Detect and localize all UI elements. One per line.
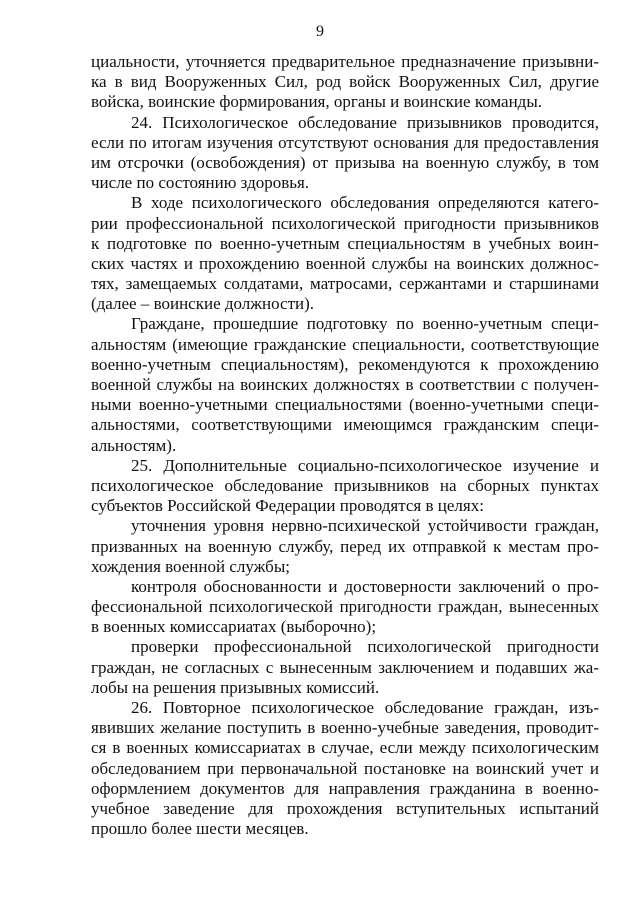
text-line: альностям). — [91, 435, 177, 455]
text-line: тях, замещаемых солдатами, матросами, сержантами и старшинами — [91, 274, 599, 294]
text-line: призванных на военную службу, перед их отправкой к местам про- — [91, 536, 599, 556]
text-line: альностям (имеющие гражданские специальности, соответствующие — [91, 334, 599, 354]
text-line: ских частях и прохождению военной службы на воинских должнос- — [91, 253, 599, 273]
text-line: субъектов Российской Федерации проводятся в целях: — [91, 496, 484, 516]
text-line: войска, воинские формирования, органы и воинские команды. — [91, 92, 542, 112]
text-line: психологическое обследование призывников на сборных пунктах — [91, 475, 599, 495]
text-line: если по итогам изучения отсутствуют основания для предоставления — [91, 132, 599, 152]
text-line: числе по состоянию здоровья. — [91, 173, 310, 193]
text-line: уточнения уровня нервно-психической устойчивости граждан, — [131, 516, 599, 536]
text-line: Граждане, прошедшие подготовку по военно-учетным специ- — [131, 314, 599, 334]
text-line: альностями, соответствующими имеющимся гражданским специ- — [91, 415, 599, 435]
text-line: ка в вид Вооруженных Сил, род войск Вооруженных Сил, другие — [91, 72, 599, 92]
text-line: 25. Дополнительные социально-психологическое изучение и — [131, 455, 599, 475]
text-line: оформлением документов для направления гражданина в военно- — [91, 778, 599, 798]
text-line: граждан, не согласных с вынесенным заключением и подавших жа- — [91, 657, 599, 677]
text-line: 26. Повторное психологическое обследование граждан, изъ- — [131, 698, 599, 717]
text-line: хождения военной службы; — [91, 556, 290, 576]
text-line: военной службы на воинских должностях в соответствии с получен- — [91, 375, 599, 394]
text-line: лобы на решения призывных комиссий. — [91, 677, 380, 697]
text-line: рии профессиональной психологической пригодности призывников — [91, 213, 599, 233]
text-line: ными военно-учетными специальностями (военно-учетными специ- — [91, 395, 599, 415]
text-line: военно-учетным специальностям), рекомендуются к прохождению — [91, 354, 599, 374]
text-line: в военных комиссариатах (выборочно); — [91, 617, 377, 637]
text-line: учебное заведение для прохождения вступительных испытаний — [91, 798, 599, 818]
text-line: проверки профессиональной психологической пригодности — [131, 637, 599, 657]
page-number: 9 — [316, 23, 324, 40]
text-line: к подготовке по военно-учетным специальностям в учебных воин- — [91, 233, 599, 253]
text-line: В ходе психологического обследования определяются катего- — [131, 193, 599, 213]
text-line: ся в военных комиссариатах в случае, если между психологическим — [91, 738, 599, 758]
text-line: прошло более шести месяцев. — [91, 819, 309, 839]
text-line: 24. Психологическое обследование призывников проводится, — [131, 112, 599, 132]
text-line: обследованием при первоначальной постановке на воинский учет и — [91, 758, 599, 778]
text-line: циальности, уточняется предварительное предназначение призывни- — [91, 52, 599, 71]
text-line: явивших желание поступить в военно-учебные заведения, проводит- — [91, 718, 599, 738]
text-line: им отсрочки (освобождения) от призыва на военную службу, в том — [91, 152, 599, 172]
text-line: контроля обоснованности и достоверности заключений о про- — [131, 576, 599, 596]
text-line: (далее – воинские должности). — [91, 294, 315, 314]
body-text — [91, 52, 599, 839]
text-line: фессиональной психологической пригодности граждан, вынесенных — [91, 597, 599, 617]
